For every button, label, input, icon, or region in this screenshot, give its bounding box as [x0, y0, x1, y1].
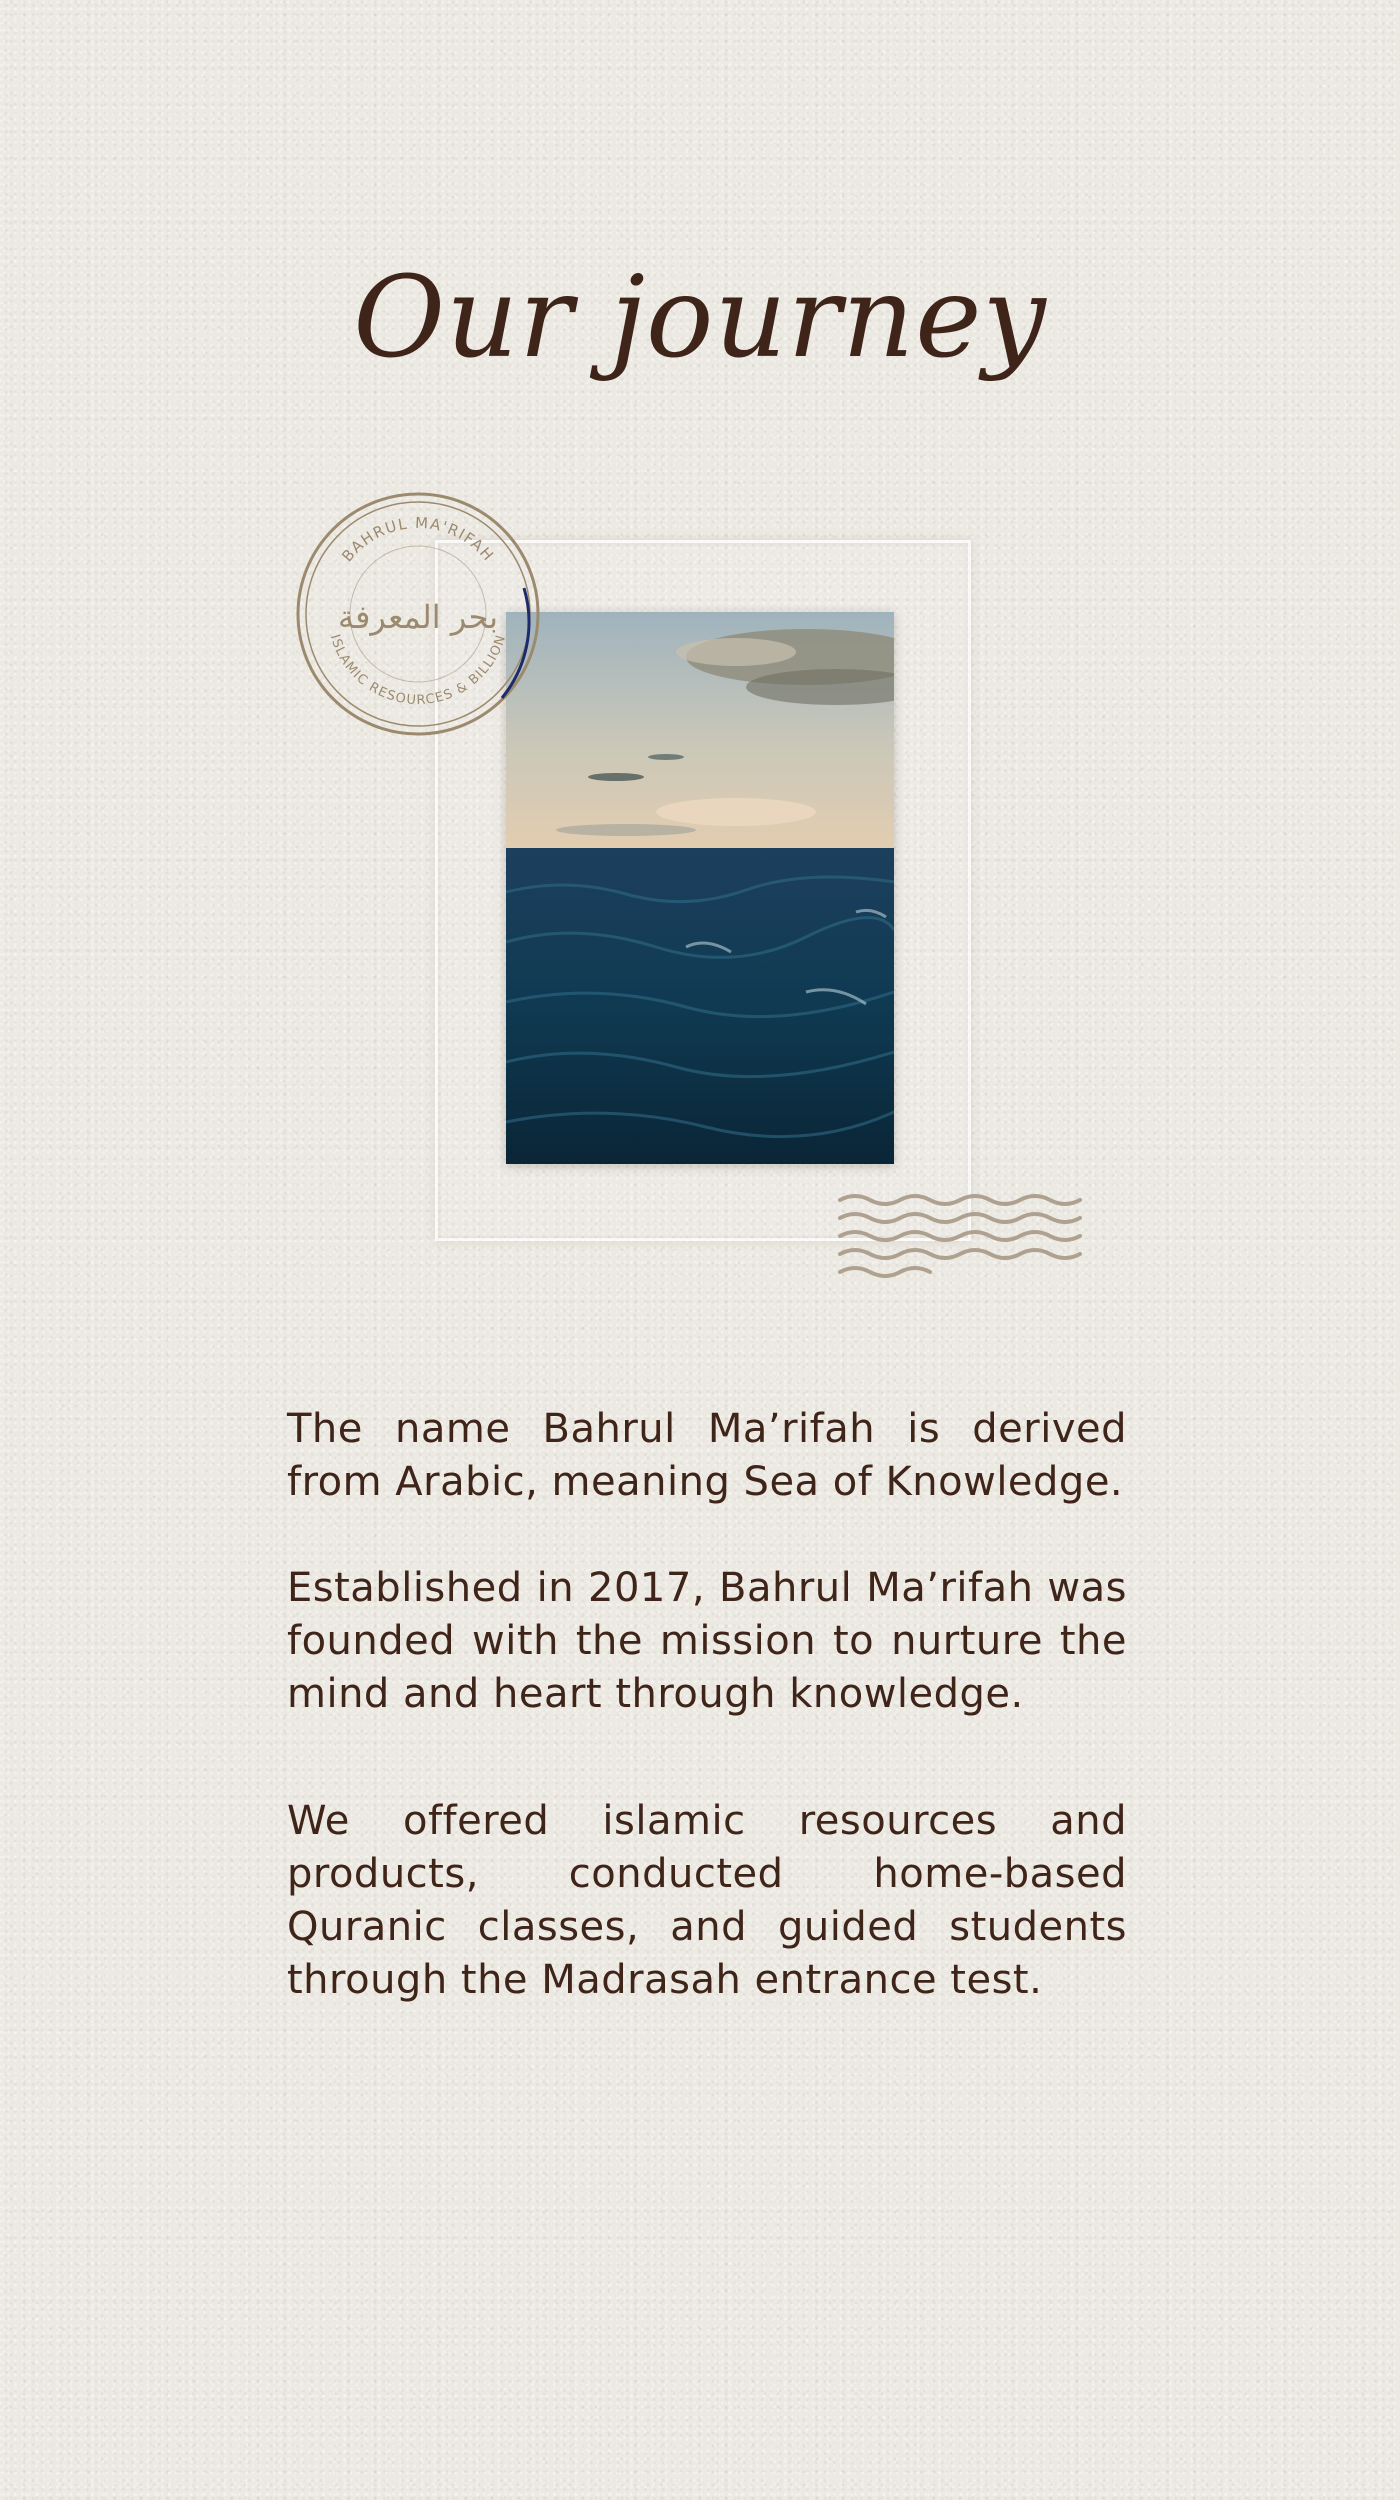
svg-text:ISLAMIC RESOURCES & BILLION	[327, 633, 509, 709]
stamp-seal	[292, 488, 544, 740]
paragraph-offerings: We offered islamic resources and products, conducted home-based Quranic classes, and guided students through the Madrasah entrance test.	[287, 1798, 1127, 2003]
stamp-arabic-text: بحر المعرفة	[337, 598, 499, 636]
body-text	[287, 1403, 1127, 2007]
page-title: Our journey	[353, 253, 1047, 383]
ocean-photo	[506, 612, 894, 1164]
paragraph-established: Established in 2017, Bahrul Ma’rifah was founded with the mission to nurture the mind and heart through knowledge.	[287, 1565, 1127, 1717]
stamp-top-text: BAHRUL MA'RIFAH	[338, 513, 498, 566]
svg-text:BAHRUL MA'RIFAH	[338, 514, 498, 565]
paragraph-name-origin: The name Bahrul Ma’rifah is derived from Arabic, meaning Sea of Knowledge.	[287, 1406, 1127, 1505]
stamp-bottom-text: ISLAMIC RESOURCES & BILLION	[326, 632, 510, 709]
wave-decoration	[835, 1190, 1095, 1280]
